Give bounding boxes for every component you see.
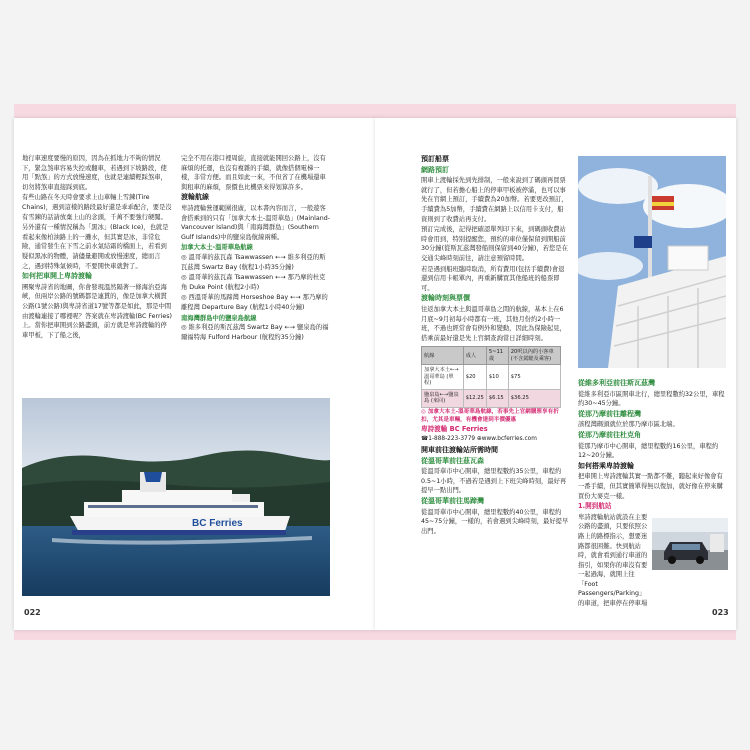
table-header: 20呎以內的小客車(不含駕駛及乘客)	[508, 347, 560, 365]
table-row	[422, 365, 561, 390]
paragraph: 從溫哥華市中心開車，總里程數約40公里，車程約45~75分鐘，一樣的，若會遇到尖峰時刻，最好提早出門。	[421, 508, 569, 535]
table-row	[422, 389, 561, 407]
route-item: ◎ 維多利亞的斯瓦茲灣 Swartz Bay ←→ 鹽泉島的福爾福特海 Fulford Harbour (航程約35分鐘)	[181, 324, 329, 341]
page-top-band	[14, 104, 736, 118]
table-header-row	[422, 347, 561, 365]
paragraph: 從維多利亞市區開車北行，總里程數約32公里，車程約30~45分鐘。	[578, 390, 725, 408]
table-note: ◎ 加拿大本土-溫哥華島航線，若事先上官網購票享有折扣，尤其是車輛，有機會達到半價優惠	[421, 408, 559, 423]
sub-heading: 渡輪時刻與票價	[421, 294, 470, 303]
sub-heading: 網路預訂	[421, 165, 449, 174]
sub-heading: 從溫哥華前往茲瓦森	[421, 456, 484, 465]
ship-logo-text: BC Ferries	[192, 518, 243, 529]
car-terminal-photo	[652, 518, 728, 570]
route-title: 加拿大本土-溫哥華島航線	[181, 244, 253, 252]
table-cell: $75	[508, 365, 560, 390]
paragraph: 卑詩渡輪航站就設在主要公路的盡頭，只要依照公路上的路標指示，想要迷路都很困難。快到航站時，就會看到通行車道的指引，如果你的車沒有要一起過海，就開上往「Foot Passengers/Parking」的車道，把車停在停車場	[578, 513, 648, 608]
route-item: ◎ 溫哥華的茲瓦森 Tsawwassen ←→ 維多利亞的斯瓦茲灣 Swartz Bay (航程1小時35分鐘)	[181, 253, 326, 271]
route-item: ◎ 溫哥華的茲瓦森 Tsawwassen ←→ 那乃摩的杜克角 Duke Point (航程2小時)	[181, 274, 326, 291]
table-header: 成人	[463, 347, 486, 365]
sub-heading: 從那乃摩前往離程灣	[578, 409, 641, 418]
fare-table	[421, 346, 561, 408]
table-cell: $12.25	[463, 389, 486, 407]
section-heading: 預訂船票	[421, 155, 449, 163]
sub-heading: 從維多利亞前往斯瓦茲灣	[578, 379, 655, 387]
paragraph: 把車開上卑詩渡輪其實一點都不難，聽起來好像會有一番手續，但其實簡單得無以復加，就好像在停來購買份大麥克一樣。	[578, 473, 723, 500]
table-cell: $20	[463, 365, 486, 390]
paragraph: 開車上渡輪採先到先排制，一般來說到了碼頭再買票就行了，但若擔心船上的停車甲板被停滿，也可以事先在官網上預訂，手續費為20加幣。若要更改預訂，手續費為5加幣，手續費在網路上以信用卡支付，船資則到了收費站再支付。	[421, 177, 568, 223]
right-column-2	[578, 378, 728, 610]
route-item: ◎ 西溫哥華的馬蹄灣 Horseshoe Bay ←→ 那乃摩的離程灣 Departure Bay (航程1小時40分鐘)	[181, 294, 328, 311]
section-heading: 渡輪航線	[181, 193, 209, 202]
sub-heading: 從那乃摩前往杜克角	[578, 430, 641, 439]
table-cell: $6.15	[486, 389, 508, 407]
page-number-right: 023	[712, 608, 729, 617]
paragraph: 該程灣碼頭就位於那乃摩市區北端。	[578, 421, 679, 429]
paragraph: 往返加拿大本土與溫哥華島之間的航線，基本上在6月底~9月初每小時都有一班，其他月份約2小時一班，不過也經常會有例外和變動，因此為保險起見，搭乘前最好還是先上官網查詢當日詳細時刻。	[421, 305, 566, 342]
ferry-photo	[22, 398, 330, 596]
paragraph: 地行車速度要慢的原因，因為在抓地力不夠的情況下，緊急煞車容易失控或翻車，若遇到下坡路段，使用「點煞」的方式放慢速度，也就是連續輕踩煞車，切勿將煞車直接踩到底。	[22, 155, 167, 191]
table-cell: $10	[486, 365, 508, 390]
paragraph: 從那乃摩市中心開車，總里程數約16公里，車程約12~20分鐘。	[578, 442, 719, 460]
route-title: 南海灣群島中的鹽泉島航線	[181, 314, 257, 322]
table-cell: $36.25	[508, 389, 560, 407]
page-number-left: 022	[24, 608, 41, 617]
paragraph: 卑詩渡輪營運範圍很廣，以本書內容而言，一般遊客會搭乘到的只有「加拿大本土-溫哥華島」(Mainland-Vancouver Island)與「南海灣群島」(Southern Gulf Islands)中的鹽泉島航線兩種。	[181, 204, 330, 241]
sub-heading: 從溫哥華前往馬蹄灣	[421, 496, 484, 505]
table-cell: 加拿大本土←→溫哥華島 (單程)	[422, 365, 464, 390]
page-bottom-band	[14, 630, 736, 640]
ship-deck-photo	[578, 156, 726, 368]
section-heading: 如何搭乘卑詩渡輪	[578, 461, 634, 470]
paragraph: 有些山路在冬天時會要求上山車輛上雪鍊(Tire Chains)，遇到這樣的路段最好還是乖乖配合，要是沒有雪鍊的話請放棄上山的念頭，千萬不要強行硬闖。	[22, 194, 172, 221]
paragraph: 另外還有一種情況稱為「黑冰」(Black Ice)，也就是看起來像柏油路上的一灘水，但其實是冰，非常危險，通常發生在下雪之前水氣結霜的橋面上，若看到疑似黑冰的物體，請儘量避開或放慢速度，總而言之，遇到特殊氣候時，不要開快車就對了。	[22, 224, 169, 270]
table-header: 航線	[422, 347, 464, 365]
section-heading: 開車前往渡輪站所需時間	[421, 445, 498, 454]
paragraph: 完全不用在港口裡周旋，直接就能開回公路上，沒有麻煩的托運，也沒有複雜的手續，就像搭個電梯一樣，非常方便。而且如此一來，不但省了在機場還車與租車的麻煩，票價也比機票來得划算許多。	[181, 155, 326, 191]
contact-info: ☎1-888-223-3779 ⊕www.bcferries.com	[421, 436, 537, 443]
ferry-brand: 卑詩渡輪 BC Ferries	[421, 424, 488, 433]
left-column-1	[22, 154, 172, 341]
step-heading: 1.開到航站	[578, 502, 612, 511]
section-heading: 如何把車開上卑詩渡輪	[22, 272, 92, 281]
paragraph: 若是遇到船班臨時取消，所有費用(包括手續費)會退還到信用卡帳單內，再重新購買其他船班的船票即可。	[421, 265, 565, 292]
right-column-1	[421, 154, 569, 537]
paragraph: 團聚卑詩省的地圖，你會發現溫然隔著一條海治亞海峽，但兩岸公路的號碼都是連貫的，像是加拿大橫貫公路(1號公路)與卑詩省道17號等都是如此，那是中間由渡輪連接了哪裡呢？答案就在卑詩渡輪(BC Ferries)上。當你把車開到公路盡頭，前方就是卑詩渡輪的停車甲板，下了船之後，	[22, 283, 172, 339]
table-cell: 鹽泉島←→鹽泉島 (來回)	[422, 389, 464, 407]
table-header: 5~11歲	[486, 347, 508, 365]
paragraph: 預訂完成後，記得把確認單列印下來，到碼頭收費站時會用到，特別提醒您，預約的車位僅保留到開船前30分鐘(從斯瓦茲灣發船則保留到40分鐘)，若您是在交通尖峰時刻前往，請注意預留時間。	[421, 226, 568, 262]
left-column-2	[181, 154, 331, 343]
paragraph: 從溫哥華市中心開車，總里程數約35公里，車程約0.5~1小時，不過若是遇到上下班尖峰時刻，最好再提早一點出門。	[421, 468, 567, 495]
